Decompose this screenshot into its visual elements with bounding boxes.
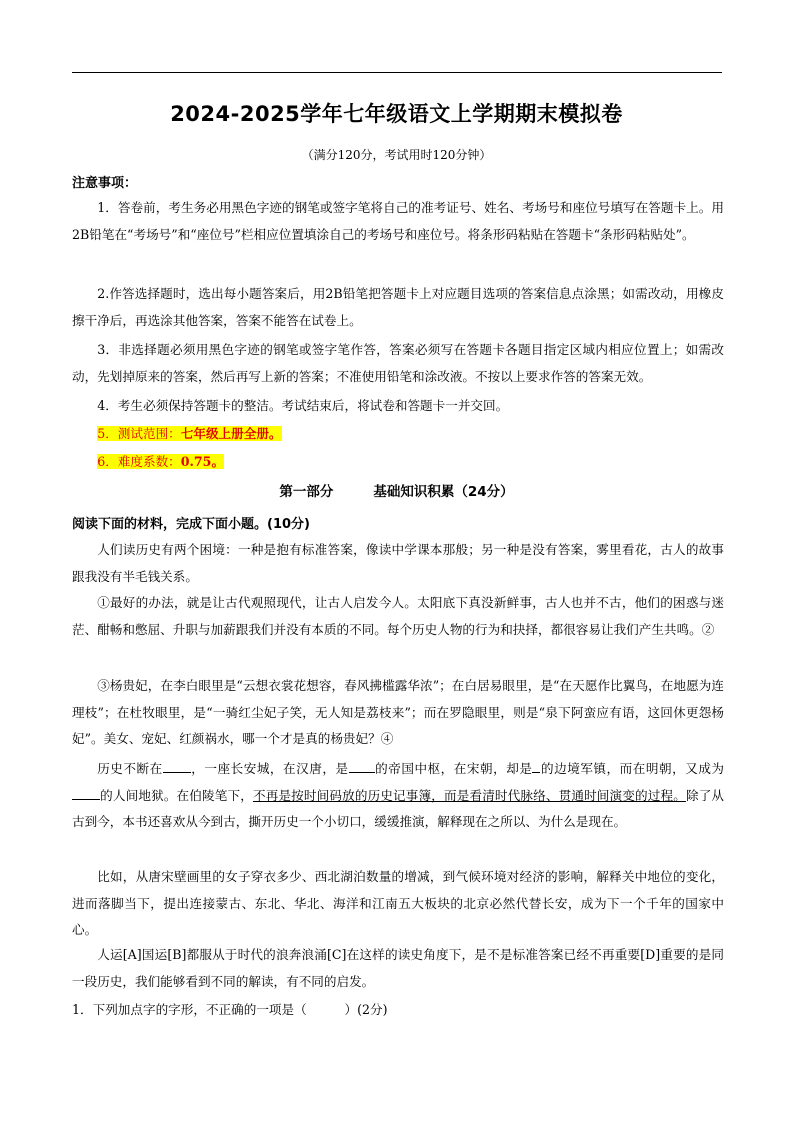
passage-p4 — [72, 756, 724, 836]
notice-item-6 — [72, 449, 724, 476]
part1-name: 基础知识积累（24分） — [373, 484, 514, 500]
p4-text-b: ，一座长安城，在汉唐，是 — [190, 761, 349, 776]
passage-p3: ③杨贵妃，在李白眼里是“云想衣裳花想容，春风拂槛露华浓”；在白居易眼里，是“在天愿作比翼鸟，在地愿为连理枝”；在杜牧眼里，是“一骑红尘妃子笑，无人知是荔枝来”；而在罗隐眼里，则是“泉下阿蛮应有语，这回休更怨杨妃”。美女、宠妃、红颜祸水，哪一个才是真的杨贵妃？④ — [72, 678, 724, 746]
passage-p2: ①最好的办法，就是让古代观照现代，让古人启发今人。太阳底下真没新鲜事，古人也并不古，他们的困惑与迷茫、酣畅和憋屈、升职与加薪跟我们并没有本质的不同。每个历史人物的行为和抉择，都很容易让我们产生共鸣。② — [72, 595, 724, 637]
fill-blank-1[interactable] — [163, 758, 191, 773]
p4-text-d: 的边境军镇，而在明朝，又成为 — [540, 761, 725, 776]
notice-item-1: 1．答卷前，考生务必用黑色字迹的钢笔或签字笔将自己的准考证号、姓名、考场号和座位号填写在答题卡上。用2B铅笔在“考场号”和“座位号”栏相应位置填涂自己的考场号和座位号。将条形码粘贴在答题卡“条形码粘贴处”。 — [72, 200, 724, 242]
passage-p6: 人运[A]国运[B]都服从于时代的浪奔浪涌[C]在这样的读史角度下，是不是标准答案已经不再重要[D]重要的是同一段历史，我们能够看到不同的解读，有不同的启发。 — [72, 947, 724, 989]
underlined-sentence: 不再是按时间码放的历史记事簿，而是看清时代脉络、贯通时间演变的过程。 — [252, 787, 686, 803]
notice-item-3: 3．非选择题必须用黑色字迹的钢笔或签字笔作答，答案必须写在答题卡各题目指定区域内相应位置上；如需改动，先划掉原来的答案，然后再写上新的答案；不准使用铅笔和涂改液。不按以上要求作答的答案无效。 — [72, 342, 724, 384]
difficulty-value: 0.75。 — [180, 454, 225, 469]
part1-heading — [0, 480, 793, 500]
passage-p1: 人们读历史有两个困境：一种是抱有标准答案，像读中学课本那般；另一种是没有答案，雾里看花，古人的故事跟我没有半毛钱关系。 — [72, 542, 724, 584]
notice-item-2: 2.作答选择题时，选出每小题答案后，用2B铅笔把答题卡上对应题目选项的答案信息点涂黑；如需改动，用橡皮擦干净后，再选涂其他答案，答案不能答在试卷上。 — [72, 286, 724, 328]
p4-text-e: 的人间地狱。在伯陵笔下， — [100, 787, 253, 803]
notice-item-4: 4．考生必须保持答题卡的整洁。考试结束后，将试卷和答题卡一并交回。 — [97, 398, 509, 413]
passage-p5: 比如，从唐宋壁画里的女子穿衣多少、西北湖泊数量的增减，到气候环境对经济的影响，解释关中地位的变化，进而落脚当下，提出连接蒙古、东北、华北、海洋和江南五大板块的北京必然代替长安，成为下一个千年的国家中心。 — [72, 869, 724, 937]
notice-heading: 注意事项： — [72, 176, 138, 191]
fill-blank-2[interactable] — [349, 758, 375, 773]
reading-instruction: 阅读下面的材料，完成下面小题。(10分) — [72, 517, 310, 532]
p4-text-f: 除了从古到今，本书还喜欢从今到古，撕开历史一个小切口，缓缓推演，解释现在之所以、为什么是现在。 — [72, 787, 725, 829]
exam-title: 2024-2025学年七年级语文上学期期末模拟卷 — [170, 102, 623, 126]
notice-item-5 — [72, 421, 724, 448]
fill-blank-4[interactable] — [72, 785, 100, 800]
p4-text-c: 的帝国中枢，在宋朝，却是 — [374, 761, 533, 776]
part1-label: 第一部分 — [279, 484, 334, 500]
question-1: 1．下列加点字的字形，不正确的一项是（ ）(2分) — [72, 1002, 388, 1017]
p4-text-a: 历史不断在 — [97, 761, 163, 776]
exam-subtitle: （满分120分，考试用时120分钟） — [301, 148, 492, 162]
difficulty-label: 6．难度系数： — [97, 454, 181, 469]
scope-label: 5．测试范围： — [97, 426, 181, 441]
header-rule — [72, 72, 722, 73]
scope-value: 七年级上册全册。 — [180, 426, 282, 441]
